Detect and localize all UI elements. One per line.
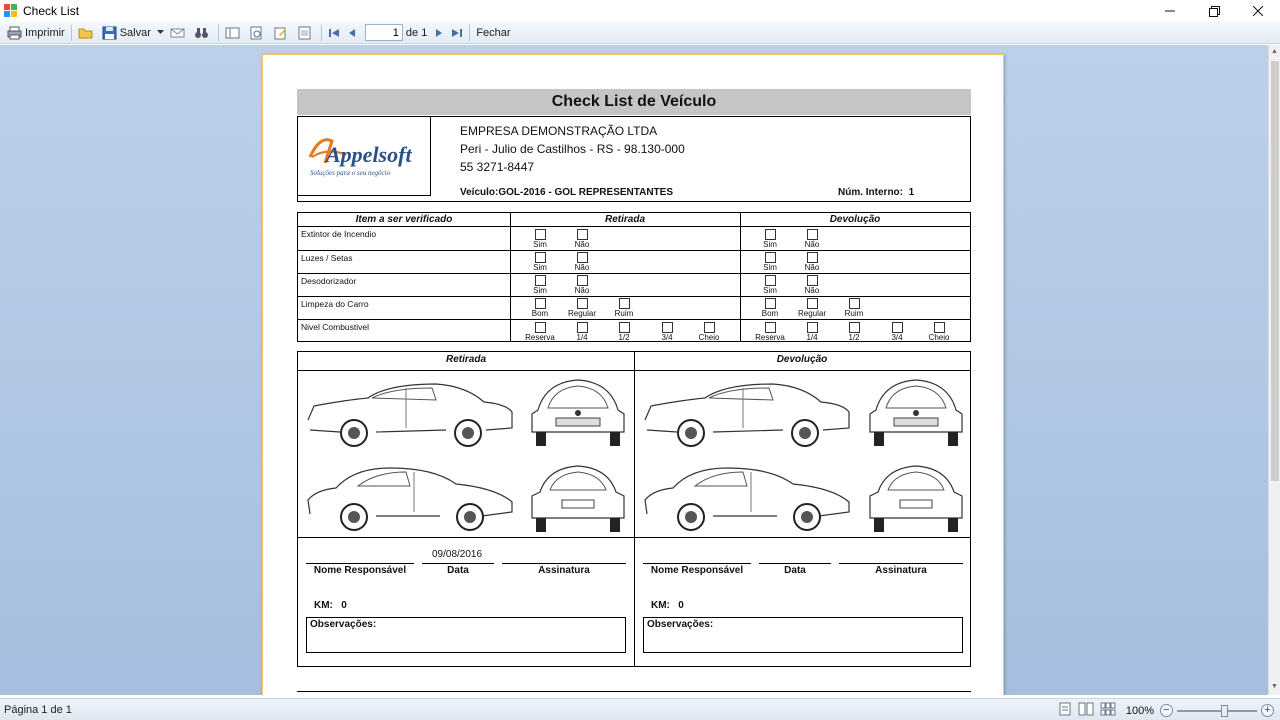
watermark-button[interactable] (294, 23, 318, 43)
vertical-scrollbar[interactable] (1268, 45, 1280, 695)
car-front-pickup (528, 374, 628, 450)
internal-number (838, 187, 914, 198)
col-header-pickup: Retirada (604, 214, 645, 225)
checkbox-pickup-1-2[interactable]: 1/2 (609, 322, 639, 342)
title-bar (0, 0, 1280, 22)
pickup-header: Retirada (445, 354, 486, 365)
next-page-icon (433, 27, 445, 39)
checkbox-pickup-regular[interactable]: Regular (567, 298, 597, 318)
scroll-down-icon[interactable]: ▼ (1271, 683, 1278, 690)
company-name: EMPRESA DEMONSTRAÇÃO LTDA (460, 124, 658, 138)
binoculars-icon (194, 26, 209, 40)
checkbox-return-regular[interactable]: Regular (797, 298, 827, 318)
pickup-km: KM: 0 (314, 600, 347, 611)
car-side-right-pickup (306, 460, 516, 532)
checkbox-pickup-bom[interactable]: Bom (525, 298, 555, 318)
previous-page-button[interactable] (343, 23, 361, 43)
logo-tagline: Soluções para o seu negócio (310, 169, 391, 177)
checkbox-pickup-nao[interactable]: Não (567, 275, 597, 295)
toolbar-separator (71, 25, 72, 41)
restore-icon (1209, 6, 1220, 17)
checklist-item: Nivel Combustivel (301, 322, 370, 332)
page-setup-button[interactable] (222, 23, 246, 43)
return-header: Devolução (776, 354, 828, 365)
zoom-in-button[interactable]: + (1261, 704, 1274, 717)
checkbox-return-nao[interactable]: Não (797, 252, 827, 272)
folder-icon (78, 26, 93, 40)
checkbox-return-reserva[interactable]: Reserva (755, 322, 785, 342)
save-button[interactable] (99, 23, 154, 43)
minimize-icon (1165, 6, 1175, 16)
page-status: Página 1 de 1 (4, 703, 72, 716)
checkbox-return-ruim[interactable]: Ruim (839, 298, 869, 318)
checkbox-pickup-nao[interactable]: Não (567, 229, 597, 249)
pickup-date-label: Data (447, 565, 469, 576)
internal-number-value: 1 (908, 187, 915, 198)
envelope-icon (170, 26, 185, 40)
checkbox-pickup-sim[interactable]: Sim (525, 229, 555, 249)
print-label: Imprimir (25, 26, 65, 39)
last-page-button[interactable] (448, 23, 466, 43)
checkbox-return-sim[interactable]: Sim (755, 229, 785, 249)
checkbox-return-sim[interactable]: Sim (755, 252, 785, 272)
last-page-icon (451, 27, 463, 39)
checkbox-pickup-sim[interactable]: Sim (525, 275, 555, 295)
first-page-button[interactable] (325, 23, 343, 43)
checkbox-return-nao[interactable]: Não (797, 229, 827, 249)
logo-brand: Appelsoft (326, 142, 412, 167)
pickup-signature-label: Assinatura (538, 565, 590, 576)
chevron-down-icon (157, 30, 164, 35)
report-title: Check List de Veículo (297, 89, 971, 115)
checklist-item: Desodorizador (301, 276, 357, 286)
checkbox-return-nao[interactable]: Não (797, 275, 827, 295)
toolbar (0, 22, 1280, 44)
checkbox-pickup-reserva[interactable]: Reserva (525, 322, 555, 342)
checkbox-pickup-ruim[interactable]: Ruim (609, 298, 639, 318)
report-page (262, 54, 1004, 695)
toolbar-separator (321, 25, 322, 41)
zoom-slider[interactable] (1177, 710, 1257, 712)
checklist-table (297, 212, 971, 342)
find-button[interactable] (191, 23, 215, 43)
page-zoom-icon (249, 26, 264, 40)
printer-icon (7, 26, 22, 40)
open-button[interactable] (75, 23, 99, 43)
car-rear-return (866, 462, 966, 538)
first-page-icon (328, 27, 340, 39)
restore-button[interactable] (1192, 0, 1236, 22)
pickup-date-value: 09/08/2016 (432, 549, 483, 560)
checkbox-pickup-sim[interactable]: Sim (525, 252, 555, 272)
minimize-button[interactable] (1148, 0, 1192, 22)
car-rear-pickup (528, 462, 628, 538)
page-number-input[interactable] (365, 24, 403, 41)
close-window-button[interactable] (1236, 0, 1280, 22)
company-phone: 55 3271-8447 (460, 160, 535, 174)
close-icon (1253, 6, 1263, 16)
company-header (297, 116, 971, 202)
return-name-label: Nome Responsável (650, 565, 744, 576)
email-button[interactable] (167, 23, 191, 43)
checkbox-return-cheio[interactable]: Cheio (924, 322, 954, 342)
scrollbar-thumb[interactable] (1271, 61, 1279, 481)
two-page-view-icon[interactable] (1078, 702, 1094, 719)
page-count-label: de 1 (405, 26, 428, 39)
checkbox-pickup-3-4[interactable]: 3/4 (652, 322, 682, 342)
vehicle-inspection-section (297, 351, 971, 667)
checkbox-pickup-1-4[interactable]: 1/4 (567, 322, 597, 342)
checklist-item: Luzes / Setas (301, 253, 353, 263)
multi-page-view-icon[interactable] (1100, 702, 1116, 719)
car-side-left-pickup (306, 376, 516, 448)
logo-box (298, 117, 431, 196)
vehicle-info: Veículo:GOL-2016 - GOL REPRESENTANTES (460, 187, 674, 198)
checklist-item: Limpeza do Carro (301, 299, 369, 309)
checkbox-return-3-4[interactable]: 3/4 (882, 322, 912, 342)
page-divider (297, 691, 971, 692)
zoom-level: 100% (1125, 704, 1154, 717)
internal-number-label: Núm. Interno: (838, 187, 903, 198)
scroll-up-icon[interactable]: ▲ (1271, 48, 1278, 55)
status-bar (0, 698, 1280, 720)
company-logo (298, 117, 431, 196)
col-header-item: Item a ser verificado (355, 214, 453, 225)
save-label: Salvar (119, 26, 151, 39)
toolbar-separator (218, 25, 219, 41)
previous-page-icon (346, 27, 358, 39)
single-page-view-icon[interactable] (1058, 702, 1072, 719)
checklist-item: Extintor de Incendio (301, 229, 377, 239)
pickup-observations[interactable]: Observações: (306, 617, 626, 653)
zoom-out-button[interactable]: − (1160, 704, 1173, 717)
page-icon (297, 26, 312, 40)
edit-button[interactable] (270, 23, 294, 43)
zoom-slider-thumb[interactable] (1221, 705, 1228, 717)
return-signature-label: Assinatura (875, 565, 927, 576)
floppy-disk-icon (102, 26, 117, 40)
window-title: Check List (23, 4, 80, 18)
app-icon (4, 4, 18, 18)
zoom-page-button[interactable] (246, 23, 270, 43)
car-side-left-return (643, 376, 853, 448)
checkbox-pickup-cheio[interactable]: Cheio (694, 322, 724, 342)
company-address: Peri - Julio de Castilhos - RS - 98.130-000 (460, 142, 685, 156)
close-preview-button[interactable]: Fechar (476, 26, 511, 39)
save-dropdown[interactable] (154, 23, 167, 43)
checkbox-return-1-2[interactable]: 1/2 (839, 322, 869, 342)
col-header-return: Devolução (829, 214, 881, 225)
return-observations[interactable]: Observações: (643, 617, 963, 653)
checkbox-return-sim[interactable]: Sim (755, 275, 785, 295)
pencil-page-icon (273, 26, 288, 40)
layout-icon (225, 26, 240, 40)
return-km: KM: 0 (651, 600, 684, 611)
pickup-name-label: Nome Responsável (313, 565, 407, 576)
next-page-button[interactable] (430, 23, 448, 43)
car-front-return (866, 374, 966, 450)
checkbox-return-bom[interactable]: Bom (755, 298, 785, 318)
checkbox-return-1-4[interactable]: 1/4 (797, 322, 827, 342)
checkbox-pickup-nao[interactable]: Não (567, 252, 597, 272)
car-side-right-return (643, 460, 853, 532)
preview-area[interactable] (0, 45, 1268, 695)
return-date-label: Data (784, 565, 806, 576)
print-button[interactable] (4, 23, 68, 43)
toolbar-separator (469, 25, 470, 41)
